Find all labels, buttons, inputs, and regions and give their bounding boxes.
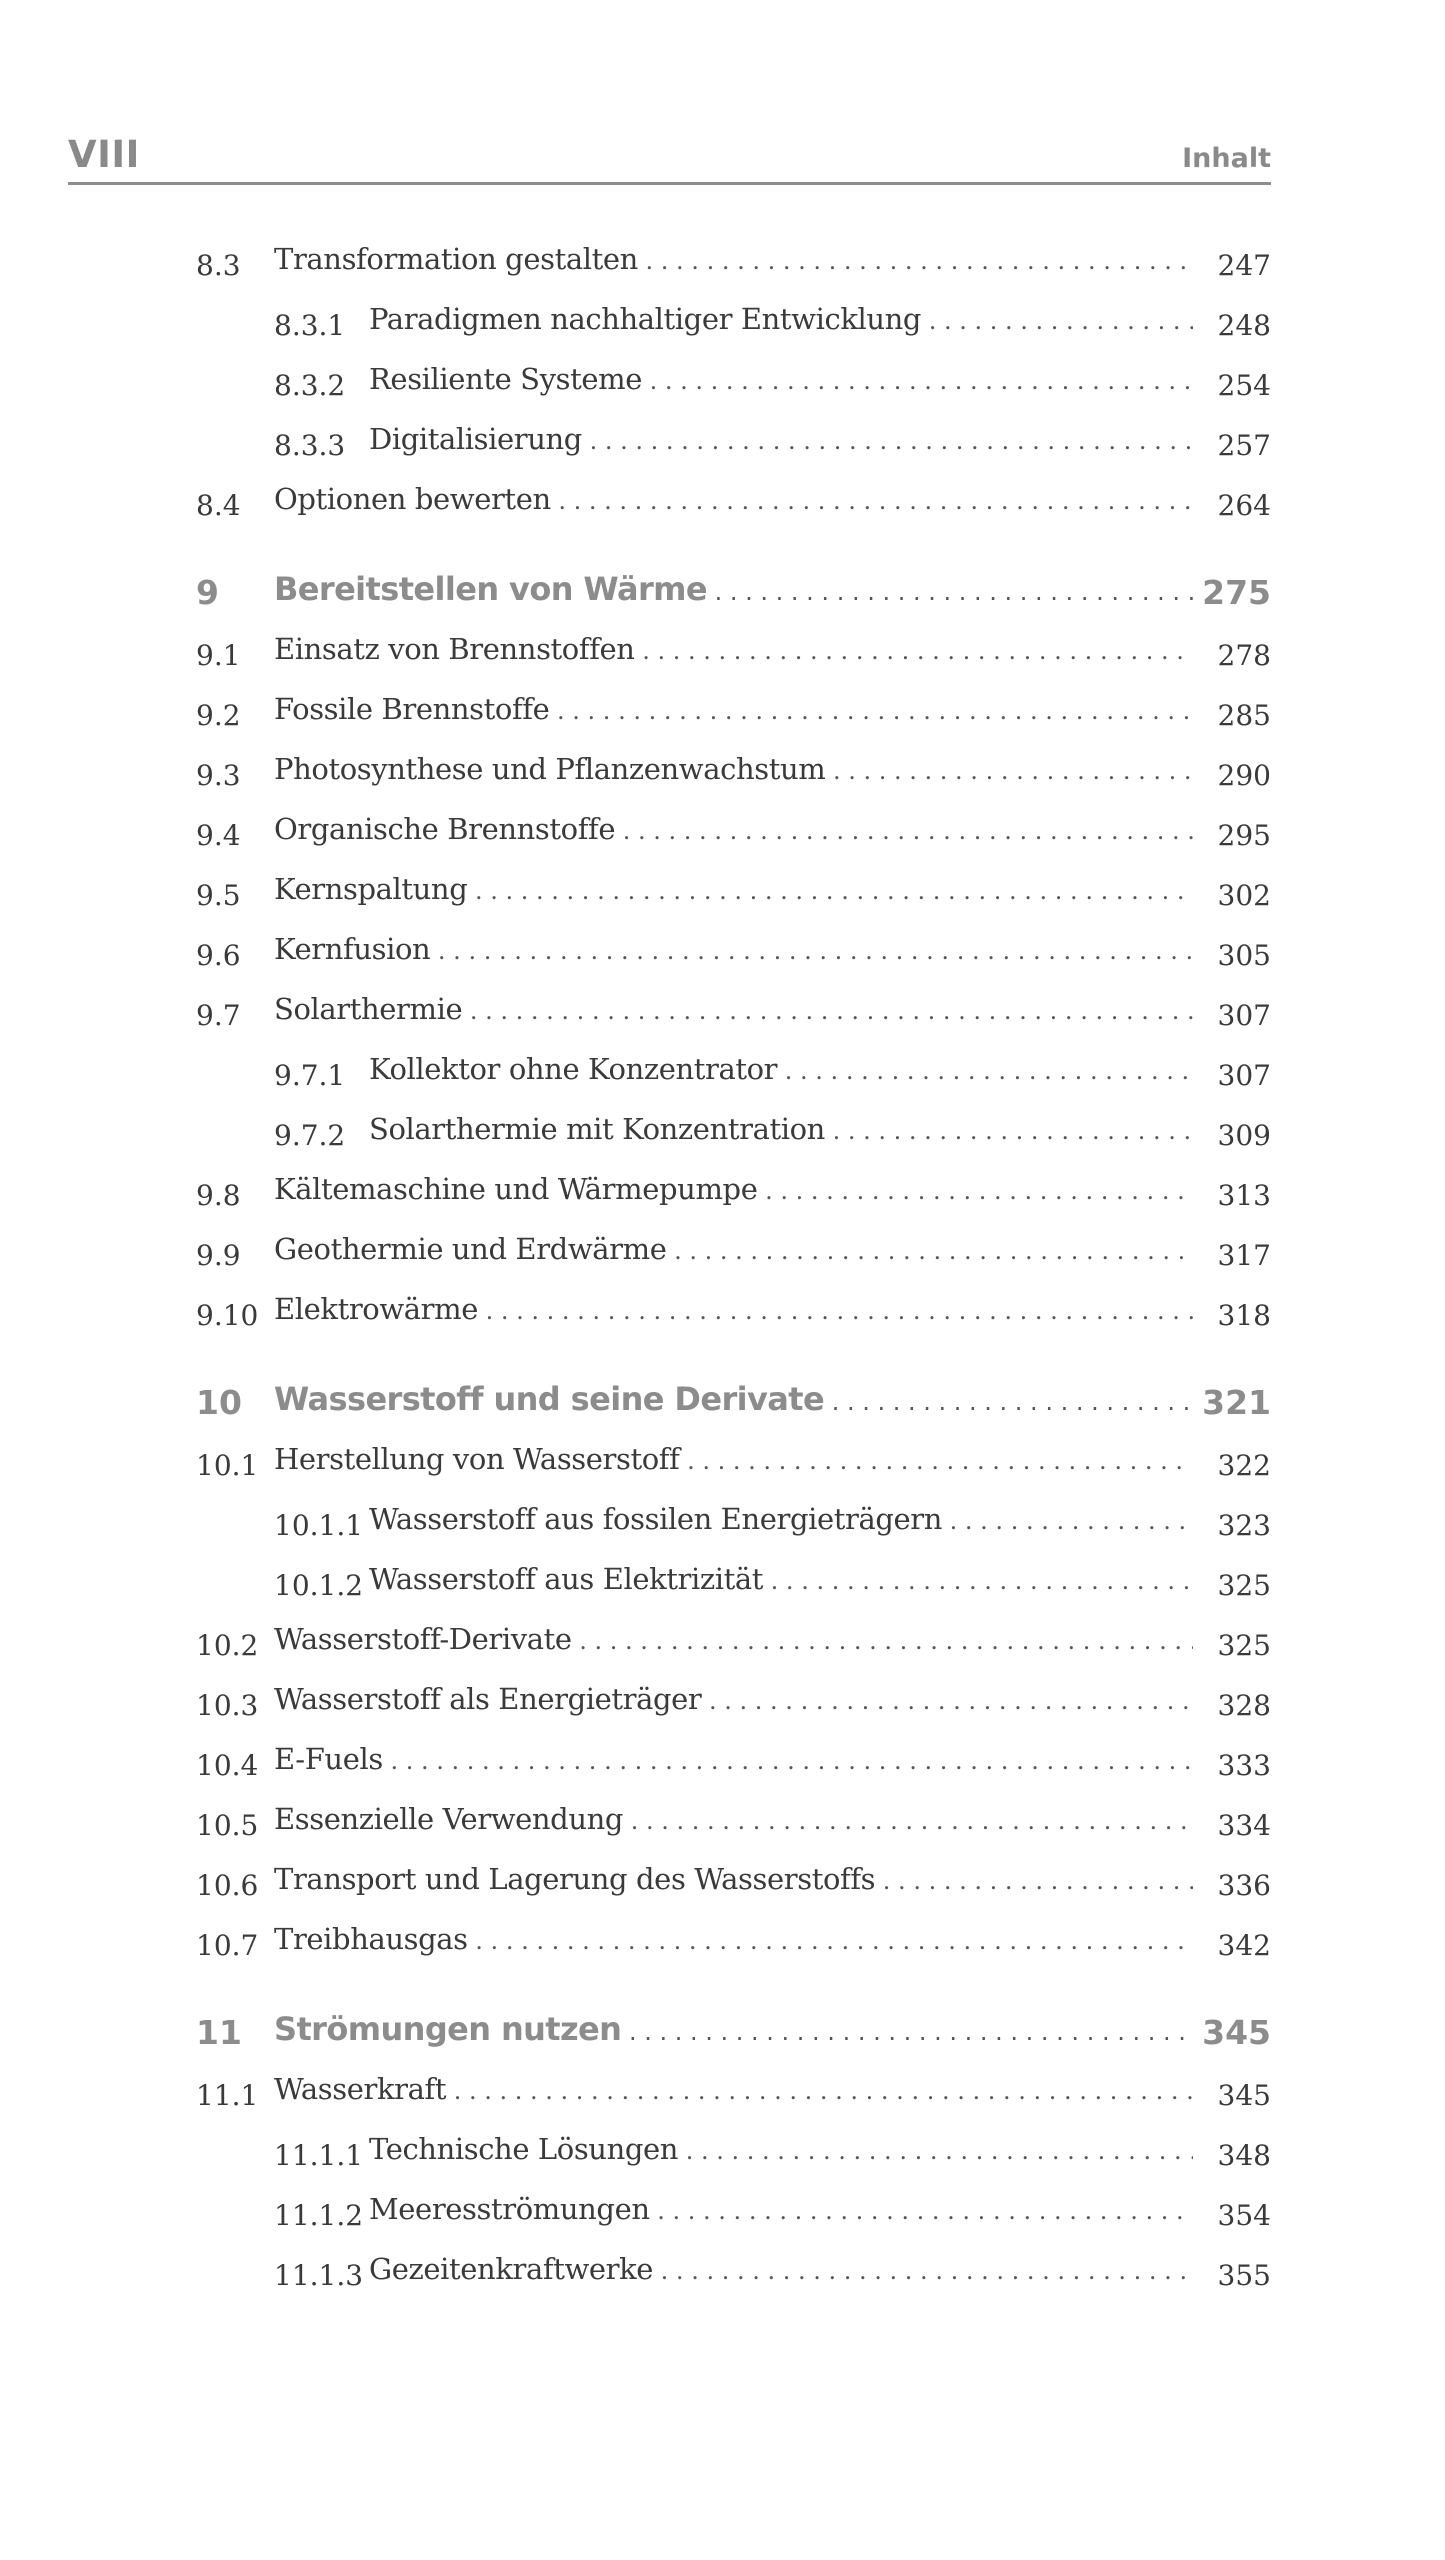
toc-entry-leader	[369, 422, 1193, 462]
toc-entry-leader	[369, 1562, 1193, 1602]
toc-entry-page: 264	[1217, 489, 1271, 522]
toc-entry-number: 10.6	[196, 1869, 259, 1902]
toc-entry-title: Optionen bewerten	[274, 482, 551, 516]
toc-entry-page: 254	[1217, 369, 1271, 402]
toc-entry-number: 9.9	[196, 1239, 241, 1272]
toc-entry-title: Kältemaschine und Wärmepumpe	[274, 1172, 758, 1206]
toc-entry-page: 325	[1217, 1629, 1271, 1662]
toc-entry-page: 333	[1217, 1749, 1271, 1782]
toc-entry-leader	[369, 1112, 1193, 1152]
toc-entry[interactable]	[196, 1620, 1271, 1668]
toc-entry[interactable]	[196, 930, 1271, 978]
toc-entry-number: 9.3	[196, 759, 241, 792]
toc-entry[interactable]	[196, 1170, 1271, 1218]
toc-entry-page: 275	[1202, 573, 1271, 612]
toc-entry-leader	[274, 812, 1193, 852]
toc-entry-page: 323	[1217, 1509, 1271, 1542]
toc-entry[interactable]	[196, 690, 1271, 738]
toc-entry-number: 9.8	[196, 1179, 241, 1212]
toc-entry-number: 10.1	[196, 1449, 259, 1482]
toc-entry-leader	[274, 1682, 1193, 1722]
toc-entry-number: 9.10	[196, 1299, 259, 1332]
toc-entry-number: 10.2	[196, 1629, 259, 1662]
toc-entry-leader	[274, 242, 1193, 282]
toc-entry[interactable]	[196, 990, 1271, 1038]
toc-entry-title: Digitalisierung	[369, 422, 582, 456]
toc-entry-page: 342	[1217, 1929, 1271, 1962]
toc-entry[interactable]	[196, 1680, 1271, 1728]
toc-entry-number: 10	[196, 1383, 242, 1422]
toc-entry-leader	[274, 932, 1193, 972]
toc-entry[interactable]	[196, 300, 1271, 348]
toc-chapter-entry[interactable]	[196, 2008, 1271, 2056]
toc-entry-leader	[369, 1052, 1193, 1092]
toc-entry-leader	[274, 1622, 1193, 1662]
toc-entry-leader	[369, 1502, 1193, 1542]
toc-entry-page: 290	[1217, 759, 1271, 792]
toc-entry-title: Transport und Lagerung des Wasserstoffs	[274, 1862, 876, 1896]
toc-entry-title: Transformation gestalten	[274, 242, 638, 276]
toc-entry-page: 348	[1217, 2139, 1271, 2172]
toc-entry[interactable]	[196, 1500, 1271, 1548]
toc-entry[interactable]	[196, 1050, 1271, 1098]
toc-entry-title: Wasserstoff aus fossilen Energieträgern	[369, 1502, 943, 1536]
page-number: VIII	[68, 133, 140, 176]
toc-entry-page: 309	[1217, 1119, 1271, 1152]
toc-entry-page: 302	[1217, 879, 1271, 912]
toc-entry-page: 318	[1217, 1299, 1271, 1332]
running-title: Inhalt	[1182, 143, 1271, 174]
toc-entry-page: 336	[1217, 1869, 1271, 1902]
toc-entry-number: 9.7.2	[274, 1119, 346, 1152]
toc-entry-page: 354	[1217, 2199, 1271, 2232]
toc-entry[interactable]	[196, 1740, 1271, 1788]
toc-entry-leader	[369, 2132, 1193, 2172]
toc-entry-leader	[369, 2252, 1193, 2292]
toc-entry-number: 9.2	[196, 699, 241, 732]
toc-entry-leader	[274, 1380, 1193, 1420]
toc-entry-number: 9.4	[196, 819, 241, 852]
toc-entry-leader	[274, 1742, 1193, 1782]
toc-entry-page: 322	[1217, 1449, 1271, 1482]
toc-entry-leader	[274, 752, 1193, 792]
toc-entry-title: Paradigmen nachhaltiger Entwicklung	[369, 302, 922, 336]
toc-entry-number: 11.1.3	[274, 2259, 364, 2292]
toc-entry-page: 248	[1217, 309, 1271, 342]
toc-entry-title: Wasserstoff-Derivate	[274, 1622, 572, 1656]
toc-entry-number: 8.3.3	[274, 429, 346, 462]
toc-entry-title: Herstellung von Wasserstoff	[274, 1442, 680, 1476]
toc-entry-page: 247	[1217, 249, 1271, 282]
toc-entry[interactable]	[196, 2190, 1271, 2238]
toc-entry-number: 10.1.2	[274, 1569, 364, 1602]
toc-entry-number: 9.6	[196, 939, 241, 972]
toc-entry-title: Essenzielle Verwendung	[274, 1802, 624, 1836]
toc-entry[interactable]	[196, 2070, 1271, 2118]
toc-entry-number: 10.5	[196, 1809, 259, 1842]
toc-entry-page: 307	[1217, 1059, 1271, 1092]
page-header	[68, 126, 1271, 185]
toc-entry-number: 9.7	[196, 999, 241, 1032]
toc-entry-number: 9.1	[196, 639, 241, 672]
toc-entry-number: 11.1.1	[274, 2139, 364, 2172]
toc-entry-leader	[274, 482, 1193, 522]
toc-entry-title: Resiliente Systeme	[369, 362, 642, 396]
toc-entry-leader	[274, 2010, 1193, 2050]
toc-entry[interactable]	[196, 360, 1271, 408]
toc-entry[interactable]	[196, 1860, 1271, 1908]
toc-entry-page: 321	[1202, 1383, 1271, 1422]
toc-entry-leader	[274, 1172, 1193, 1212]
toc-entry-leader	[274, 570, 1193, 610]
toc-entry[interactable]	[196, 1290, 1271, 1338]
toc-entry-number: 8.3.2	[274, 369, 346, 402]
toc-entry-number: 10.4	[196, 1749, 259, 1782]
toc-entry-number: 10.7	[196, 1929, 259, 1962]
toc-entry-page: 305	[1217, 939, 1271, 972]
toc-entry-title: E-Fuels	[274, 1742, 383, 1776]
toc-entry-page: 334	[1217, 1809, 1271, 1842]
toc-entry-page: 285	[1217, 699, 1271, 732]
toc-entry[interactable]	[196, 1560, 1271, 1608]
toc-entry-leader	[274, 872, 1193, 912]
toc-entry-title: Kernfusion	[274, 932, 431, 966]
toc-entry-number: 10.1.1	[274, 1509, 364, 1542]
toc-entry-title: Strömungen nutzen	[274, 2010, 622, 2048]
toc-entry-title: Solarthermie mit Konzentration	[369, 1112, 825, 1146]
toc-entry-leader	[369, 2192, 1193, 2232]
toc-entry-title: Geothermie und Erdwärme	[274, 1232, 667, 1266]
toc-entry[interactable]	[196, 1110, 1271, 1158]
toc-entry-page: 257	[1217, 429, 1271, 462]
toc-entry-leader	[274, 1442, 1193, 1482]
toc-entry-title: Wasserstoff aus Elektrizität	[369, 1562, 764, 1596]
toc-entry-title: Wasserstoff als Energieträger	[274, 1682, 702, 1716]
toc-entry[interactable]	[196, 1230, 1271, 1278]
toc-entry-title: Gezeitenkraftwerke	[369, 2252, 654, 2286]
toc-entry-title: Elektrowärme	[274, 1292, 478, 1326]
toc-entry[interactable]	[196, 630, 1271, 678]
toc-entry-page: 355	[1217, 2259, 1271, 2292]
toc-entry-title: Fossile Brennstoffe	[274, 692, 550, 726]
toc-entry-number: 10.3	[196, 1689, 259, 1722]
toc-entry-title: Meeresströmungen	[369, 2192, 650, 2226]
toc-entry-leader	[369, 362, 1193, 402]
toc-entry[interactable]	[196, 1920, 1271, 1968]
toc-entry-leader	[274, 692, 1193, 732]
toc-entry-title: Wasserkraft	[274, 2072, 447, 2106]
toc-entry-title: Einsatz von Brennstoffen	[274, 632, 635, 666]
toc-entry[interactable]	[196, 1800, 1271, 1848]
toc-entry-page: 313	[1217, 1179, 1271, 1212]
toc-entry-number: 8.4	[196, 489, 241, 522]
toc-entry-leader	[274, 632, 1193, 672]
toc-entry-leader	[274, 1922, 1193, 1962]
toc-entry-title: Kollektor ohne Konzentrator	[369, 1052, 778, 1086]
toc-entry[interactable]	[196, 750, 1271, 798]
toc-entry-title: Bereitstellen von Wärme	[274, 570, 707, 608]
toc-entry-page: 325	[1217, 1569, 1271, 1602]
toc-entry-number: 9.7.1	[274, 1059, 346, 1092]
toc-entry-leader	[369, 302, 1193, 342]
toc-entry-leader	[274, 992, 1193, 1032]
toc-entry-title: Wasserstoff und seine Derivate	[274, 1380, 825, 1418]
toc-entry-number: 11.1.2	[274, 2199, 364, 2232]
toc-entry[interactable]	[196, 810, 1271, 858]
toc-entry-leader	[274, 1802, 1193, 1842]
toc-entry-title: Photosynthese und Pflanzenwachstum	[274, 752, 826, 786]
toc-chapter-entry[interactable]	[196, 1378, 1271, 1426]
toc-entry-title: Kernspaltung	[274, 872, 468, 906]
toc-entry-page: 328	[1217, 1689, 1271, 1722]
toc-entry[interactable]	[196, 2130, 1271, 2178]
toc-entry[interactable]	[196, 240, 1271, 288]
toc-entry[interactable]	[196, 480, 1271, 528]
toc-entry-number: 9	[196, 573, 219, 612]
toc-chapter-entry[interactable]	[196, 568, 1271, 616]
toc-entry-number: 8.3.1	[274, 309, 346, 342]
toc-entry[interactable]	[196, 870, 1271, 918]
toc-entry-page: 307	[1217, 999, 1271, 1032]
toc-entry-page: 345	[1217, 2079, 1271, 2112]
toc-entry[interactable]	[196, 420, 1271, 468]
toc-entry-page: 345	[1202, 2013, 1271, 2052]
toc-entry-title: Organische Brennstoffe	[274, 812, 616, 846]
toc-entry-number: 11.1	[196, 2079, 259, 2112]
toc-entry-page: 278	[1217, 639, 1271, 672]
toc-entry-leader	[274, 2072, 1193, 2112]
toc-entry-page: 295	[1217, 819, 1271, 852]
toc-entry-leader	[274, 1232, 1193, 1272]
toc-entry[interactable]	[196, 1440, 1271, 1488]
toc-entry-number: 8.3	[196, 249, 241, 282]
toc-entry-leader	[274, 1862, 1193, 1902]
toc-entry-leader	[274, 1292, 1193, 1332]
toc-entry-page: 317	[1217, 1239, 1271, 1272]
toc-entry-title: Treibhausgas	[274, 1922, 468, 1956]
toc-entry-number: 11	[196, 2013, 242, 2052]
toc-entry-title: Solarthermie	[274, 992, 463, 1026]
toc-entry[interactable]	[196, 2250, 1271, 2298]
toc-entry-number: 9.5	[196, 879, 241, 912]
toc-entry-title: Technische Lösungen	[369, 2132, 679, 2166]
